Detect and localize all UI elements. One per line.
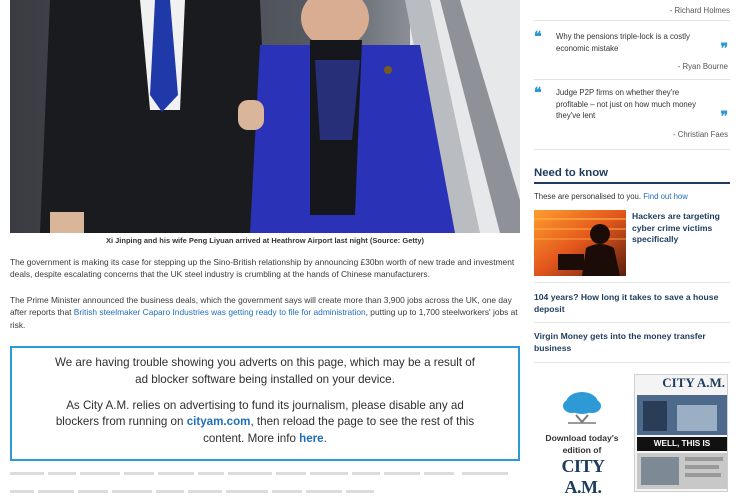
adblock-line-4 (12, 414, 518, 431)
faded-text (462, 472, 508, 475)
adblock-line-2: ad blocker software being installed on your device. (135, 372, 395, 386)
faded-text (188, 490, 222, 493)
open-quote-icon: ❝ (534, 85, 542, 101)
adblock-line-4-end: , then reload the page to see the rest of this (250, 415, 475, 429)
quote-author: - Christian Faes (672, 130, 728, 139)
faded-text (352, 472, 380, 475)
paragraph-2-text-end: , putting up to 1,700 steelworkers' jobs at risk. (10, 307, 518, 330)
story-title[interactable]: Hackers are targeting cyber crime victims specifically (632, 211, 720, 245)
cityam-logo: CITY A.M. (561, 456, 605, 496)
download-edition[interactable] (534, 383, 630, 496)
photo-caption: Xi Jinping and his wife Peng Liyuan arrived at Heathrow Airport last night (Source: Getty) (105, 236, 425, 245)
faded-text (276, 472, 306, 475)
faded-text (226, 490, 268, 493)
close-quote-icon: ❞ (720, 109, 728, 125)
faded-text (384, 472, 420, 475)
adblock-line-1: We are having trouble showing you adverts on this page, which may be a result of (55, 356, 475, 369)
hacker-silhouette-image (534, 210, 626, 276)
faded-text (306, 490, 342, 493)
download-text: Download today's edition of (545, 433, 619, 455)
close-quote-icon: ❞ (720, 41, 728, 57)
hacker-story-thumbnail[interactable] (534, 210, 626, 276)
article-paragraph-1: The government is making its case for stepping up the Sino-British relationship by announcing £30bn worth of new trade and investment deals, despite escalating concerns that the UK steel industry is crumbling at the hands of Chinese manufacturers. (10, 257, 515, 280)
faded-text (158, 472, 194, 475)
faded-text (78, 490, 108, 493)
divider (534, 362, 730, 363)
story-title[interactable]: 104 years? How long it takes to save a house deposit (534, 292, 719, 314)
cloud-download-icon (562, 389, 602, 425)
opinion-title[interactable]: Why the pensions triple-lock is a costly economic mistake (556, 32, 690, 53)
faded-text (310, 472, 348, 475)
faded-text (80, 472, 120, 475)
faded-text (124, 472, 154, 475)
quote-author: - Richard Holmes (669, 6, 730, 15)
divider (534, 322, 730, 323)
adblock-line-5 (12, 431, 518, 448)
faded-text (424, 472, 454, 475)
need-to-know-subtitle (534, 192, 730, 201)
quote-author: - Ryan Bourne (677, 62, 728, 71)
open-quote-icon: ❝ (534, 29, 542, 45)
divider (534, 149, 730, 150)
cover-photo (637, 395, 727, 435)
adblock-line-5-start: content. More info (203, 432, 300, 446)
paragraph-2-text-start: The Prime Minister announced the business deals, which the government says will create more than 3,900 jobs across the UK, one day after reports that (10, 295, 512, 318)
more-info-link[interactable]: here (299, 432, 324, 446)
opinion-title[interactable]: Judge P2P firms on whether they're profitable – not just on how much money they've lent (556, 88, 696, 120)
faded-text (346, 490, 374, 493)
faded-text (112, 490, 152, 493)
faded-text (228, 472, 272, 475)
paper-headline: WELL, THIS IS (637, 437, 727, 451)
adblock-spacer (12, 389, 518, 398)
adblock-line-4-start: blockers from running on (55, 415, 187, 429)
cover-lower-photo (637, 453, 727, 489)
adblock-line-3: As City A.M. relies on advertising to fund its journalism, please disable any ad (66, 398, 464, 412)
opinion-item[interactable] (534, 86, 730, 144)
sidebar (528, 0, 743, 496)
photo-illustration (10, 0, 520, 233)
cityam-link[interactable]: cityam.com (186, 415, 251, 429)
story-title[interactable]: Virgin Money gets into the money transfer business (534, 331, 706, 353)
article-paragraph-2 (10, 294, 520, 331)
faded-text (156, 490, 184, 493)
newspaper-cover[interactable] (634, 374, 728, 492)
faded-text (48, 472, 76, 475)
paper-masthead: CITY A.M. (662, 375, 725, 390)
adblock-notice (10, 346, 520, 461)
faded-text (272, 490, 302, 493)
divider (534, 282, 730, 283)
faded-share-row (10, 468, 520, 490)
adblock-line-5-end: . (323, 432, 327, 446)
caparo-article-link[interactable]: British steelmaker Caparo Industries was getting ready to file for administration (73, 307, 366, 318)
subtitle-text: These are personalised to you. (534, 192, 642, 201)
faded-text (198, 472, 224, 475)
need-to-know-heading: Need to know (534, 167, 609, 179)
faded-text (10, 472, 44, 475)
faded-text (10, 490, 34, 493)
heading-rule (534, 182, 730, 184)
find-out-how-link[interactable]: Find out how (643, 192, 688, 201)
divider (534, 79, 730, 80)
divider (534, 20, 730, 21)
article-photo (10, 0, 520, 233)
opinion-item[interactable] (534, 30, 730, 78)
faded-text (38, 490, 74, 493)
